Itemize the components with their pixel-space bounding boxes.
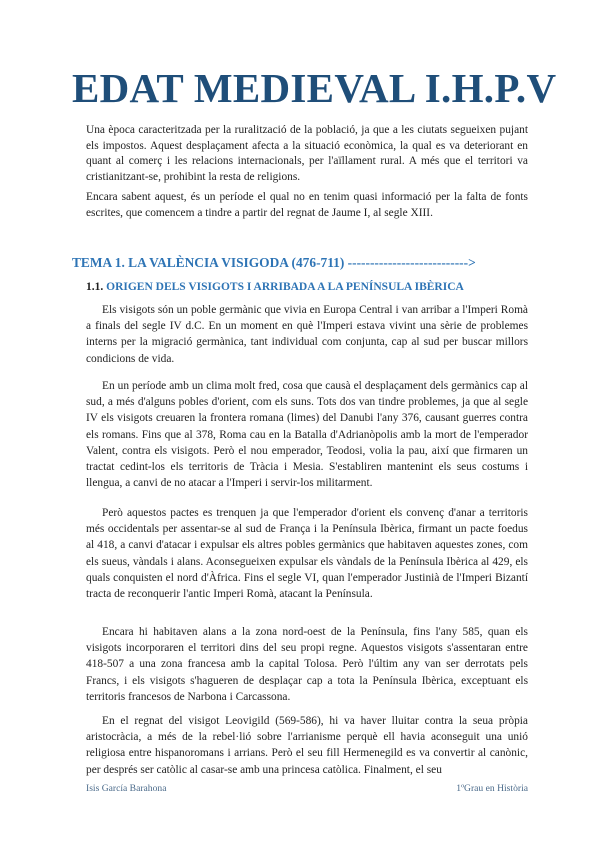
body-paragraph: En el regnat del visigot Leovigild (569-586), hi va haver lluitar contra la seua pròpia aristocràcia, a més de la rebel·lió sobre l'arrianisme perquè ell havia aconseguit una unió religiosa entre hispanoromans i arrians. Però el seu fill Hermenegild es va convertir al canònic, per després ser catòlic al casar-se amb una princesa catòlica. Finalment, el seu	[86, 715, 528, 776]
section-number: 1.1.	[86, 281, 104, 293]
footer-author: Isis García Barahona	[86, 783, 167, 794]
footer-course: 1ºGrau en Història	[456, 783, 528, 794]
body-paragraph: Encara hi habitaven alans a la zona nord-oest de la Península, fins l'any 585, quan els visigots incorporaren el territori dins del seu propi regne. Aquestos visigots s'assentaran entre 418-507 a una zona francesa amb la capital Tolosa. Però l'últim any van ser derrotats pels Francs, i els visigots s'hagueren de desplaçar cap a tota la Península Ibèrica, exceptuant els territoris francesos de Narbona i Carcassona.	[86, 626, 528, 703]
intro-paragraph: Una època caracteritzada per la ruralització de la població, ja que a les ciutats segueixen pujant els impostos. Aquest desplaçament afecta a la situació econòmica, la qual es va deteriorant en quant al comerç i les relacions internacionals, per l'aïllament rural. A més que el territori va cristianitzant-se, prohibint la resta de religions.	[86, 124, 528, 183]
body-paragraph: Els visigots són un poble germànic que vivia en Europa Central i van arribar a l'Imperi Romà a finals del segle IV d.C. En un moment en què l'Imperi estava vivint una sèrie de problemes interns per la migració germànica, tant individual com conjunta, cap al sud per buscar millors condicions de vida.	[86, 304, 528, 365]
section-title: ORIGEN DELS VISIGOTS I ARRIBADA A LA PENÍNSULA IBÈRICA	[106, 281, 464, 293]
body-paragraph: En un període amb un clima molt fred, cosa que causà el desplaçament dels germànics cap al sud, a més d'alguns pobles d'orient, com els suns. Tots dos van tindre problemes, ja que al segle IV els visigots creuaren la frontera romana (limes) del Danubi l'any 376, causant guerres contra els romans. Fins que al 378, Roma cau en la Batalla d'Adrianòpolis amb la mort de l'emperador Valent, contra els visigots. Però el nou emperador, Teodosi, volia la pau, així que firmaren un tractat cedint-los els territoris de Tràcia i Mesia. S'establiren mantenint els seus costums i llengua, a canvi de no atacar a l'Imperi i servir-los militarment.	[86, 380, 528, 490]
body-paragraph: Però aquestos pactes es trenquen ja que l'emperador d'orient els convenç d'anar a territoris més occidentals per assentar-se al sud de França i la Península Ibèrica, firmant un pacte foedus al 418, a canvi d'atacar i expulsar els altres pobles germànics que habitaven aquestes zones, com els sueus, vàndals i alans. Aconsegueixen expulsar els vàndals de la Península Ibèrica al 429, els quals conquisten el nord d'Àfrica. Fins el segle VI, quan l'emperador Justinià de l'Imperi Bizantí tracta de reconquerir l'antic Imperi Romà, atacant la Península.	[86, 507, 528, 601]
page-title: EDAT MEDIEVAL I.H.P.V	[72, 65, 557, 111]
intro-paragraph: Encara sabent aquest, és un període el qual no en tenim quasi informació per la falta de fonts escrites, que comencem a tindre a partir del regnat de Jaume I, al segle XIII.	[86, 191, 528, 219]
chapter-heading: TEMA 1. LA VALÈNCIA VISIGODA (476-711) --------------------------->	[72, 255, 476, 270]
section-heading	[86, 281, 528, 293]
